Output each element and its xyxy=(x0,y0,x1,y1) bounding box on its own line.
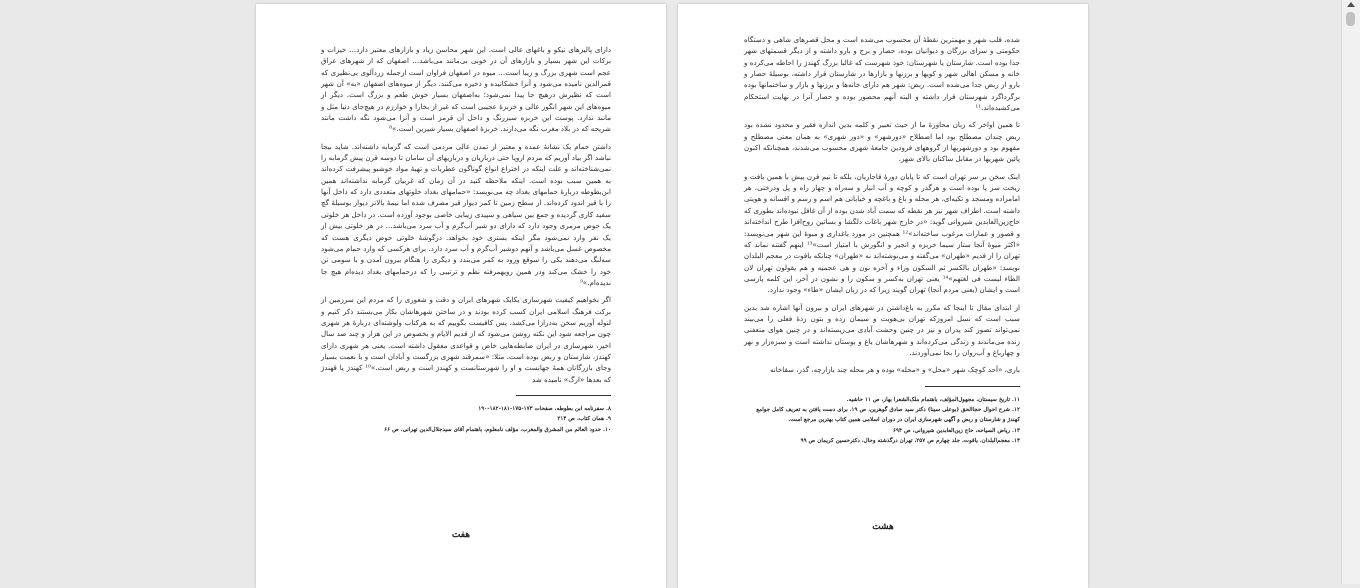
footnote: ۱۰. حدود العالم من المشرق والمغرب، مؤلف نامعلوم، باهتمام آقای سیدجلال‌الدین تهرانی، ص ۶۶ xyxy=(384,426,611,433)
footnote: ۱۱. تاریخ سیستان، مجهول‌المؤلف، باهتمام ملک‌الشعرا بهار، ص ۱۱ حاشیه. xyxy=(846,396,1020,403)
paragraph: شده، قلب شهر و مهمترین نقطهٔ آن محسوب می‌شده است و محل قصرهای شاهی و دستگاه حکومتی و سرای بزرگان و دیوانیان بوده، حصار و برج و بارو داشته و از دیگر قسمتهای شهر جدا بوده است. شارستان یا شهرستان: خود شهرست که غالبا بزرگ کهندژ را احاطه می‌کرده و خانه و مسکن اهالی شهر و کویها و برزنها و بازارها در شارستان قرار داشته، بوسیلهٔ حصار و بارو از ربض جدا می‌شده است. ربض: شهر هم دارای خانه‌ها و برزنها و بازار و ساختمانها بوده برگرداگرد شهرستان قرار داشته و البته آنهم محصور بوده و حصار آنرا در نهایت استحکام می‌کشیده‌اند.¹¹ xyxy=(744,35,1020,113)
footnote: ۸. سفرنامه ابن بطوطه، صفحات ۱۷۳-۱۷۵-۱۸۱-۱۸۲-۱۹۰ xyxy=(478,405,611,412)
footnote-divider xyxy=(925,386,1020,387)
page-number: هفت xyxy=(451,530,471,540)
vertical-scrollbar[interactable] xyxy=(1341,0,1360,584)
paragraph: باری، «آحد کوچک شهر «محل» و «محله» بوده و هر محله چند بازارچه، گذر، سقاخانه xyxy=(769,365,1020,375)
paragraph: اگر بخواهیم کیفیت شهرسازی یکایک شهرهای ایران و دقت و شعوری را که مردم این سرزمین از برکت فرهنگ اسلامی ایران کسب کرده بودند و در ساختن شهرهاشان بکار می‌بستند ذکر کنیم و لنوله آوریم سخن به‌درازا می‌کشد، پس کافیست بگوییم که به هرکتاب ولوشته‌ای دربارهٔ هر شهری چون مراجعه شود این نکته روشن می‌شود که از قدیم الایام و بخصوص در این هزار و چند صد سال اخیر، شهرسازی در ایران ضابطه‌هایی خاص و قواعدی معقول داشته است. یعنی هر شهری دارای کهندژ، شارستان و ربض بوده است. مثلا: «سمرقند شهری بزرگست و آبادان است و با نعمت بسیار وجای بازرگانان همهٔ جهانست و او را شهرستانست و کهندژ است و ربض است.»¹⁰ کهندژ یا قهندژ که بعدها «ارگ» نامیده شد xyxy=(321,295,611,384)
paragraph: از ابتدای مقال تا اینجا که مکرر به باغ‌داشتن در شهرهای ایران و بیرون آنها اشاره شد بدین سبب است که نسل امروزکه تهران بی‌هویت و سیمان زده و بتون زدهٔ فعلی را می‌بیند نمی‌تواند تصور کند پدران و نیز در چنین وحشت آبادی می‌زیسته‌اند و در چنین هوای متعفنی زنده می‌ماندند و زندگی می‌کرده‌اند و شهرهاشان باغ و بوستان نداشته است و سبزه‌زار و نهر و چهارباغ و آب‌روان را بجا نمی‌آوردند. xyxy=(744,302,1020,357)
footnote: ۹. همان کتاب، ص ۲۱۴ xyxy=(557,416,611,423)
scroll-up-icon[interactable] xyxy=(1347,2,1355,7)
footnote: ۱۳. ریاض السیاحه، حاج زین‌العابدین شیروانی، ص ۶۹۴ xyxy=(892,427,1020,434)
footnote-divider xyxy=(516,395,611,396)
page-number: هشت xyxy=(872,522,894,532)
paragraph: داشتن حمام یک نشانهٔ عمده و معتبر از تمدن عالی مردمی است که گرمابه داشته‌اند. شاید بیجا نباشد اگر بیاد آوریم که مردم اروپا حتی درباریان و درباریهای آن سامان تا دوسه قرن پیش گرمابه را نمی‌شناخته‌اند و علت اینکه در اختراع انواع گوناگون عطریات و تهیهٔ مواد خوشبو پیشرفت کرده‌اند به همین سبب بوده است. اینکه ملاحظه کنید در آن زمان که غربیان گرمابه نداشته‌اند همین ابن‌بطوطه دربارهٔ حمامهای بغداد چه می‌نویسد: «حمامهای بغداد خلوتهای متعددی دارد که داخل آنها را با قیر اندود کرده‌اند. از سطح زمین تا کمر دیوار قیر مصرف شده اما نیمهٔ بالاتر دیوار بوسیلهٔ گچ سفید کاری گردیده و جمع بین سیاهی و سپیدی زیبایی خاصی بوجود آورده است. در داخل هر خلوتی یک حوض مرمری وجود دارد که دارای دو شیر آب‌گرم و آب سرد می‌باشد… در هر خلوتی بیش از یک نفر وارد نمی‌شود مگر اینکه بستری خود بخواهد. درگوشهٔ خلوتی حوض دیگری هست که مخصوص غسل می‌باشد و آنهم دوشیر آب‌گرم و آب سرد دارد. برای هرکسی که وارد حمام می‌شود سه‌لنگ می‌دهند یکی را سوقع ورود به کمر می‌بندد و دیگری را هنگام بیرون آمدن و با سومی تن خود را خشک می‌کند ودر همین رویهمرفته نظم و ترتیبی را که درحمامهای بغداد دیده‌ام هیچ جا ندیده‌ام.»⁹ xyxy=(321,141,611,287)
footnote: ۱۲. شرح احوال حجاالحق (بوعلی سینا) دکتر سید صادق گوهرین، ص ۱۹، برای دست یافتن به تعریف کامل جوامع کهندژ و شارستان و ربض و آگهی شهرسازی ایران در دوران اسلامی همین کتاب بهترین مرجع است. xyxy=(756,407,1020,424)
scrollbar-thumb[interactable] xyxy=(1346,12,1355,26)
paragraph: اینک سخن بر سر تهران است که تا پایان دورهٔ قاجاریان، بلکه تا نیم قرن پیش با همین بافت و ریخت سر پا بوده است و هرگذر و کوچه و آب انبار و سه‌راه و چهار راه و پل ودرختی، هر امامزاده ومسجد و تکیه‌ای، هر محله و باغ و باغچه و خیابانی هم اسم و رسم و افسانه و هویتی داشته است. اطراف شهر نیز هر نقطه که سمت آباد شدن بوده از آن غافل نبوده‌اند بطوری که حاج‌زین‌العابدین شیروانی گوید: «در خارج شهر باغات دلگشا و بساتین روح‌افزا طرح انداخته‌اند و قصور و عمارات مرغوب ساخته‌اند»¹² همچنین در مورد باغداری و میوهٔ این شهر می‌نویسد: «اکثر میوهٔ آنجا ستاز سیما خربزه و انجیر و انگورش با امتیاز است»¹³ اینهم گفتنه نماند که تهران را از قدیم «طهران» می‌گفته و می‌نوشته‌اند نه «طهران» چنانکه یاقوت در معجم البلدان نویسد: «طهران بالکسر ثم السکون وراء و آخره نون و هی عجمیه و هم یقولون تهران لان الطاء لیست فی لغتهم»¹⁴ یعنی تهران به‌کسر و سکون را و نشون در آخر، این کلمه پارسی است و ایشان (یعنی مردم آنجا) تهران گویند زیرا که در زبان ایشان «طاء» وجود ندارد. xyxy=(744,171,1020,295)
document-page-left xyxy=(256,4,666,588)
footnote: ۱۴. معجم‌البلدان، یاقوت، جلد چهارم ص ۲۵۷، تهران درگذشته وحال، دکترحسین کریمان ص ۹۹ xyxy=(800,438,1020,445)
paragraph: تا همین اواخر که زبان محاورهٔ ما از حیث تعبیر و کلمه بدین اندازه فقیر و محدود نشده بود ربض چندان مصطلح بود اما اصطلاح «دورشهر» و «دور شهری» به همان معنی مصطلح و مفهوم بود و دورشهریها از گروههای فرودین جامعهٔ شهری محسوب می‌شدند، همچنانکه اکنون پائین شهریها در مقابل ساکنان بالای شهر. xyxy=(744,120,1020,164)
page-left-body xyxy=(256,44,666,435)
document-page-right xyxy=(678,4,1088,588)
page-right-body xyxy=(678,34,1088,447)
paragraph: دارای پالیزهای نیکو و باغهای عالی است. این شهر محاسن زیاد و بازارهای معتبر دارد… خیرات و برکات این شهر بسیار و بازارهای آن در خوبی بی‌مانند می‌باشد… اصفهان که از شهرهای عراق عجم است شهری بزرگ و زیبا است… میوه در اصفهان فراوان است ازجمله زردآلوی بی‌نظیری که قمرالدین نامیده می‌شود و آنرا خشکانیده و ذخیره می‌کنند. دیگر از میوه‌های اصفهان «به» آن شهر است که نظیرش درهیچ جا پیدا نمی‌شود؛ به‌اصفهان بسیار خوش طعم و بزرگ است. دیگر از میوه‌های این شهر انگور عالی و خربزهٔ عجیبی است که غیر از بخارا و خوارزم در هیچ‌جای دنیا مثل و مانند ندارد. پوست این خربزه سبزرنگ و داخل آن قرمز است و آنرا می‌شود نگه داشت مانند شریحه که در بلاد مغرب نگه می‌دارند. خربزهٔ اصفهان بسیار شیرین است.»⁸ xyxy=(321,45,611,134)
